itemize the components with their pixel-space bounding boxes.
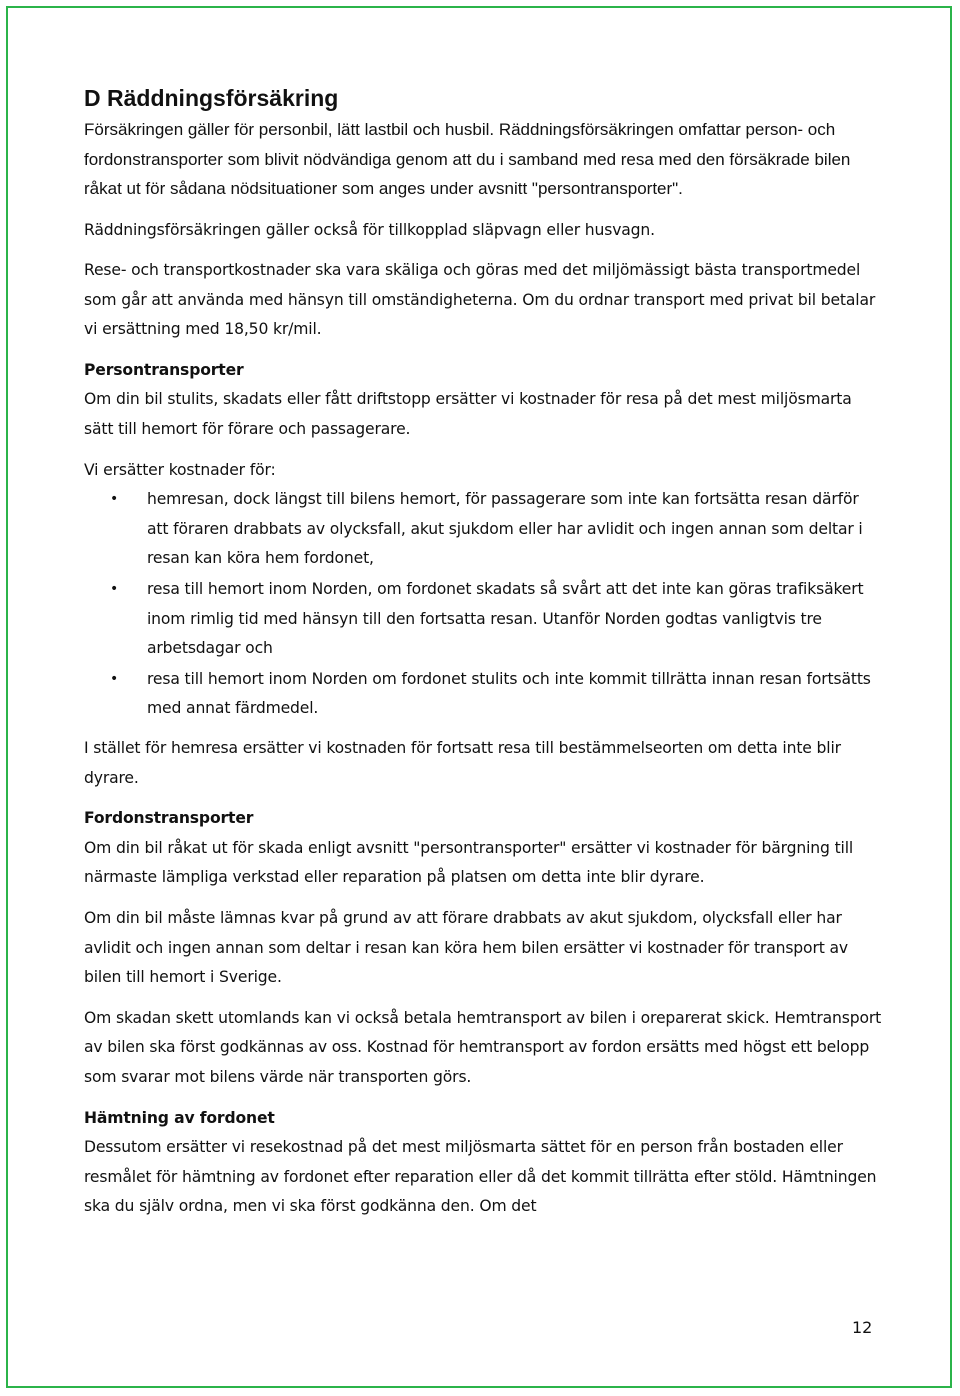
bullet-icon: • (110, 581, 119, 598)
hamtning-heading: Hämtning av fordonet (84, 1108, 275, 1127)
trailer-paragraph: Räddningsförsäkringen gäller också för tillkopplad släpvagn eller husvagn. (84, 220, 655, 239)
fordonstransporter-heading: Fordonstransporter (84, 809, 254, 828)
fordonstransporter-p3: Om skadan skett utomlands kan vi också betala hemtransport av bilen i oreparerat skick. Hemtransport av bilen ska först godkännas av oss. Kostnad för hemtransport av fordon ersätts med högst ett belopp som svarar mot bilens värde när transporten görs. (84, 1008, 882, 1086)
hamtning-text: Dessutom ersätter vi resekostnad på det mest miljösmarta sättet för en person från bostaden eller resmålet för hämtning av fordonet efter reparation eller då det kommit tillrätta efter stöld. Hämtningen ska du själv ordna, men vi ska först godkänna den. Om det (84, 1138, 877, 1216)
bullet-icon: • (110, 670, 119, 687)
page-number: 12 (852, 1318, 873, 1337)
section-title: D Räddningsförsäkring (84, 85, 339, 111)
list-item: • hemresan, dock längst till bilens hemort, för passagerare som inte kan fortsätta resan därför att föraren drabbats av olycksfall, akut sjukdom eller har avlidit och ingen annan som deltar i resan kan köra hem fordonet, (84, 485, 884, 574)
document-body (84, 84, 884, 1222)
cost-list (84, 485, 884, 724)
list-item: • resa till hemort inom Norden om fordonet stulits och inte kommit tillrätta innan resan fortsätts med annat färdmedel. (84, 665, 884, 724)
list-item: • resa till hemort inom Norden, om fordonet skadats så svårt att det inte kan göras trafiksäkert inom rimlig tid med hänsyn till den fortsatta resan. Utanför Norden godtas vanligtvis tre arbetsdagar och (84, 575, 884, 664)
persontransporter-heading: Persontransporter (84, 360, 244, 379)
cost-paragraph: Rese- och transportkostnader ska vara skäliga och göras med det miljömässigt bästa transportmedel som går att använda med hänsyn till omständigheterna. Om du ordnar transport med privat bil betalar vi ersättning med 18,50 kr/mil. (84, 261, 876, 339)
alternative-travel-paragraph: I stället för hemresa ersätter vi kostnaden för fortsatt resa till bestämmelseorten om detta inte blir dyrare. (84, 739, 841, 787)
intro-paragraph: Försäkringen gäller för personbil, lätt lastbil och husbil. Räddningsförsäkringen omfattar person- och fordonstransporter som blivit nödvändiga genom att du i samband med resa med den försäkrade bilen råkat ut för sådana nödsituationer som anges under avsnitt "persontransporter". (84, 120, 851, 198)
fordonstransporter-p2: Om din bil måste lämnas kvar på grund av att förare drabbats av akut sjukdom, olycksfall eller har avlidit och ingen annan som deltar i resan kan köra hem bilen ersätter vi kostnader för transport av bilen till hemort i Sverige. (84, 908, 848, 987)
persontransporter-text: Om din bil stulits, skadats eller fått driftstopp ersätter vi kostnader för resa på det mest miljösmarta sätt till hemort för förare och passagerare. (84, 390, 852, 439)
list-intro: Vi ersätter kostnader för: (84, 460, 276, 479)
bullet-icon: • (110, 491, 119, 508)
fordonstransporter-p1: Om din bil råkat ut för skada enligt avsnitt "persontransporter" ersätter vi kostnader för bärgning till närmaste lämpliga verkstad eller reparation på platsen om detta inte blir dyrare. (84, 838, 854, 887)
